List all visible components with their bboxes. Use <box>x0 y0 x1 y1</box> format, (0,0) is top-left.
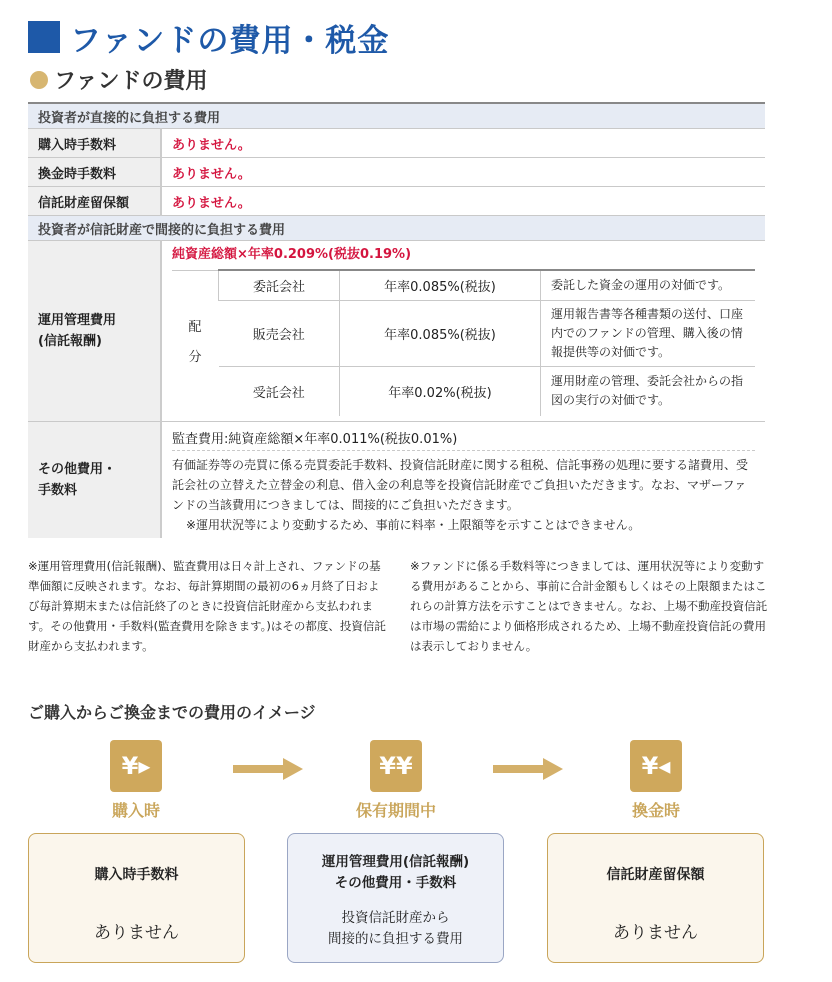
stage-box-holding: 運用管理費用(信託報酬) その他費用・手数料 投資信託財産から 間接的に負担する費用 <box>287 833 504 963</box>
party-desc: 委託した資金の運用の対価です。 <box>541 270 756 300</box>
fee-label: 購入時手数料 <box>28 129 161 158</box>
stage-label: 保有期間中 <box>355 801 436 820</box>
flow-arrow-icon <box>233 758 303 780</box>
mgmt-fee-label: 運用管理費用 (信託報酬) <box>28 241 161 422</box>
stage-box-purchase: 購入時手数料 ありません <box>28 833 245 963</box>
fee-table <box>28 102 765 538</box>
note-left: ※運用管理費用(信託報酬)、監査費用は日々計上され、ファンドの基準価額に反映されます。なお、毎計算期間の最初の6ヵ月終了日および毎計算期末または信託終了のときに投資信託財産から支払われます。その他費用・手数料(監査費用を除きます。)はその都度、投資信託財産から支払われます。 <box>28 559 386 653</box>
yen-in-icon: ¥▸ <box>110 740 162 792</box>
other-fee-desc: 有価証券等の売買に係る売買委託手数料、投資信託財産に関する租税、信託事務の処理に要する諸費用、受託会社の立替えた立替金の利息、借入金の利息等を投資信託財産でご負担いただきます。なお、マザーファンドの当該費用につきましては、間接的にご負担いただきます。 <box>172 458 749 512</box>
party-name: 販売会社 <box>219 300 340 366</box>
title-square-icon <box>28 21 60 53</box>
party-desc: 運用財産の管理、委託会社からの指図の実行の対価です。 <box>541 366 756 416</box>
party-rate: 年率0.085%(税抜) <box>340 270 541 300</box>
yen-bags-icon: ¥¥ <box>370 740 422 792</box>
fee-value: ありません。 <box>161 187 765 216</box>
party-rate: 年率0.085%(税抜) <box>340 300 541 366</box>
haibun-label: 配 分 <box>172 270 219 416</box>
note-right: ※ファンドに係る手数料等につきましては、運用状況等により変動する費用があることから、事前に合計金額もしくはその上限額またはこれらの計算方法を示すことはできません。なお、上場不動産投資信託は市場の需給により価格形成されるため、上場不動産投資信託の費用は表示しておりません。 <box>410 559 768 653</box>
indirect-header: 投資者が信託財産で間接的に負担する費用 <box>28 216 765 241</box>
cost-image-heading: ご購入からご換金までの費用のイメージ <box>28 703 316 722</box>
flow-arrow-icon <box>493 758 563 780</box>
mgmt-fee-rate: 純資産総額×年率0.209%(税抜0.19%) <box>172 247 412 262</box>
yen-out-icon: ¥◂ <box>630 740 682 792</box>
section-subtitle: ファンドの費用 <box>30 64 208 95</box>
stage-label: 換金時 <box>631 801 680 820</box>
stage-box-redemption: 信託財産留保額 ありません <box>547 833 764 963</box>
fee-value: ありません。 <box>161 129 765 158</box>
fee-breakdown-table <box>172 269 755 416</box>
fee-label: 換金時手数料 <box>28 158 161 187</box>
direct-header: 投資者が直接的に負担する費用 <box>28 103 765 129</box>
bullet-dot-icon <box>30 71 48 89</box>
party-rate: 年率0.02%(税抜) <box>340 366 541 416</box>
party-name: 委託会社 <box>219 270 340 300</box>
stage-label: 購入時 <box>111 801 160 820</box>
party-name: 受託会社 <box>219 366 340 416</box>
audit-fee: 監査費用:純資産総額×年率0.011%(税抜0.01%) <box>172 428 755 451</box>
party-desc: 運用報告書等各種書類の送付、口座内でのファンドの管理、購入後の情報提供等の対価です。 <box>541 300 756 366</box>
fee-value: ありません。 <box>161 158 765 187</box>
other-fee-label: その他費用・ 手数料 <box>28 422 161 539</box>
other-fee-note: ※運用状況等により変動するため、事前に料率・上限額等を示すことはできません。 <box>186 518 641 532</box>
fee-label: 信託財産留保額 <box>28 187 161 216</box>
page-title: ファンドの費用・税金 <box>28 14 389 60</box>
